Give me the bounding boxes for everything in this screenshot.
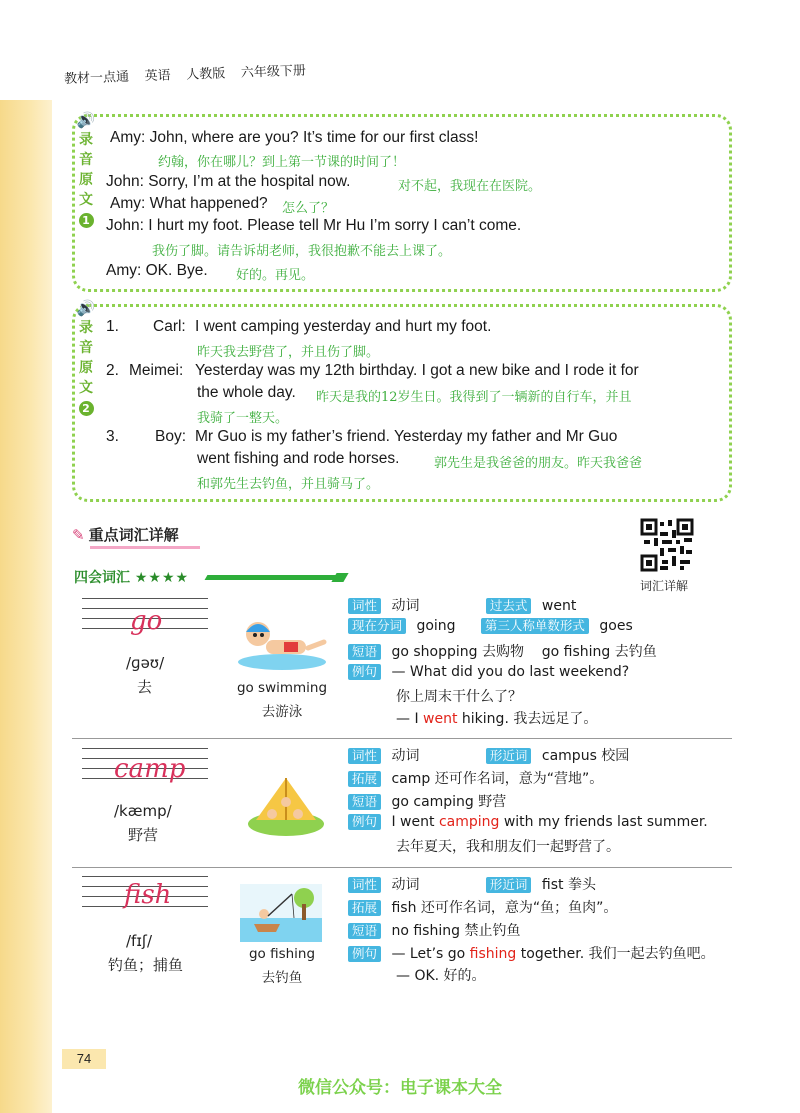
row-value: no fishing 禁止钓鱼 <box>391 923 521 939</box>
dialogue-translation: 怎么了？ <box>282 201 335 216</box>
section-underline <box>90 546 200 549</box>
highlighted-word: camping <box>438 814 500 830</box>
item-translation: 我骑了一整天。 <box>197 411 289 426</box>
row-value: 动词 <box>391 877 420 893</box>
vocab-row <box>348 595 576 615</box>
swimming-boy-illustration <box>236 612 328 672</box>
label-tag: 第三人称单数形式 <box>481 618 589 634</box>
page-number: 74 <box>62 1049 106 1069</box>
label-tag: 拓展 <box>348 900 381 916</box>
example-translation: 去年夏天，我和朋友们一起野营了。 <box>396 839 620 855</box>
label-tag: 现在分词 <box>348 618 406 634</box>
vocab-meaning: 野营 <box>128 826 159 844</box>
vocab-row <box>348 791 506 811</box>
dialogue-line: Amy: OK. Bye. <box>106 262 208 279</box>
row-value: camp 还可作名词，意为“营地”。 <box>391 771 604 787</box>
item-translation: 和郭先生去钓鱼，并且骑马了。 <box>197 477 380 492</box>
row-value: goes <box>599 618 633 634</box>
picture-caption-cn: 去游泳 <box>261 704 303 720</box>
running-head <box>64 59 318 87</box>
side-char: 音 <box>79 152 93 168</box>
example-text: together. 我们一起去钓鱼吧。 <box>516 946 715 962</box>
item-number: 1. <box>106 318 119 335</box>
side-char: 原 <box>79 360 93 376</box>
picture-caption-en: go swimming <box>236 680 328 696</box>
example-text: with my friends last summer. <box>499 814 708 830</box>
four-skill-heading <box>74 567 189 587</box>
side-char: 文 <box>79 380 93 396</box>
item-speaker: Meimei: <box>129 362 184 379</box>
vocab-word: camp <box>114 754 186 784</box>
row-value: went <box>541 598 577 614</box>
label-tag: 例句 <box>348 664 381 680</box>
vocab-row <box>348 641 657 661</box>
side-char: 录 <box>79 132 93 148</box>
label-tag: 短语 <box>348 794 381 810</box>
picture-caption-cn: 去钓鱼 <box>261 970 303 986</box>
vocab-row <box>348 618 633 634</box>
label-tag: 短语 <box>348 923 381 939</box>
example-text: hiking. 我去远足了。 <box>457 711 598 727</box>
label-tag: 例句 <box>348 946 381 962</box>
item-line: went fishing and rode horses. <box>197 450 400 467</box>
side-char: 录 <box>79 320 93 336</box>
item-number: 2. <box>106 362 119 379</box>
highlighted-word: fishing <box>469 946 517 962</box>
example-translation: 你上周末干什么了？ <box>396 689 522 705</box>
row-value: campus 校园 <box>541 748 630 764</box>
label-tag: 形近词 <box>486 748 532 764</box>
side-char: 音 <box>79 340 93 356</box>
dialogue-translation: 我伤了脚。请告诉胡老师，我很抱歉不能去上课了。 <box>152 244 452 259</box>
entry-separator <box>72 867 732 868</box>
item-line: Yesterday was my 12th birthday. I got a new bike and I rode it for <box>195 362 639 379</box>
label-tag: 例句 <box>348 814 381 830</box>
vocab-row <box>348 664 629 680</box>
vocab-row <box>348 814 708 830</box>
label-tag: 词性 <box>348 748 381 764</box>
label-tag: 形近词 <box>486 877 532 893</box>
vocab-phonetic: /fɪʃ/ <box>126 932 153 950</box>
transcript-2-tag <box>76 298 96 418</box>
row-value: fist 拳头 <box>541 877 596 893</box>
example-sentence <box>396 708 597 728</box>
camping-tent-illustration <box>246 768 326 838</box>
row-value: fish 还可作名词，意为“鱼；鱼肉”。 <box>391 900 618 916</box>
item-number: 3. <box>106 428 119 445</box>
label-tag: 拓展 <box>348 771 381 787</box>
vocab-row <box>348 745 629 765</box>
row-value: 动词 <box>391 748 420 764</box>
item-speaker: Boy: <box>155 428 187 445</box>
dialogue-line: John: Sorry, I’m at the hospital now. <box>106 173 351 190</box>
example-text: I went <box>391 814 439 830</box>
label-tag: 过去式 <box>486 598 532 614</box>
example-text: — Let’s go <box>391 946 470 962</box>
item-line: I went camping yesterday and hurt my foot. <box>195 318 492 335</box>
vocab-row <box>348 874 596 894</box>
vocab-row <box>348 920 520 940</box>
footer-watermark: 微信公众号：电子课本大全 <box>298 1078 502 1098</box>
section-title-text: 重点词汇详解 <box>88 526 179 544</box>
running-head-grade: 六年级下册 <box>240 62 307 80</box>
example-text: — I <box>396 711 424 727</box>
vocab-meaning: 钓鱼；捕鱼 <box>108 956 184 974</box>
item-line: Mr Guo is my father’s friend. Yesterday my father and Mr Guo <box>195 428 618 445</box>
vocab-phonetic: /ɡəʊ/ <box>126 654 165 672</box>
item-translation: 昨天是我的12岁生日。我得到了一辆新的自行车，并且 <box>316 390 632 405</box>
running-head-book: 教材一点通 <box>63 68 130 86</box>
highlighted-word: went <box>423 711 458 727</box>
dialogue-translation: 约翰，你在哪儿？到上第一节课的时间了！ <box>158 155 406 170</box>
vocab-row <box>348 768 603 788</box>
qr-label: 词汇详解 <box>640 579 689 593</box>
item-line: the whole day. <box>197 384 296 401</box>
item-translation: 郭先生是我爸爸的朋友。昨天我爸爸 <box>434 456 643 471</box>
heading-bar <box>205 575 340 580</box>
label-tag: 词性 <box>348 598 381 614</box>
label-tag: 词性 <box>348 877 381 893</box>
transcript-1-tag <box>76 110 96 230</box>
running-head-edition: 人教版 <box>185 65 226 82</box>
dialogue-translation: 对不起，我现在在医院。 <box>398 179 542 194</box>
item-translation: 昨天我去野营了，并且伤了脚。 <box>197 345 380 360</box>
transcript-number: 1 <box>79 213 94 228</box>
speaker-icon[interactable]: 🔊 <box>76 111 96 129</box>
fishing-illustration <box>240 884 322 942</box>
dialogue-translation: 好的。再见。 <box>236 268 315 283</box>
item-speaker: Carl: <box>153 318 186 335</box>
vocab-phonetic: /kæmp/ <box>114 802 172 820</box>
four-skill-title: 四会词汇 <box>74 570 130 586</box>
entry-separator <box>72 738 732 739</box>
row-value: going <box>416 618 456 634</box>
transcript-number: 2 <box>79 401 94 416</box>
row-value: 动词 <box>391 598 420 614</box>
speaker-icon[interactable]: 🔊 <box>76 299 96 317</box>
vocab-word: fish <box>124 880 172 910</box>
side-char: 文 <box>79 192 93 208</box>
vocab-word: go <box>130 606 163 636</box>
star-rating-icon: ★★★★ <box>134 570 190 586</box>
label-tag: 短语 <box>348 644 381 660</box>
side-char: 原 <box>79 172 93 188</box>
example-sentence: — What did you do last weekend? <box>391 664 630 680</box>
dialogue-line: Amy: John, where are you? It’s time for our first class! <box>110 129 479 146</box>
vocab-meaning: 去 <box>137 678 153 696</box>
dialogue-line: John: I hurt my foot. Please tell Mr Hu I’m sorry I can’t come. <box>106 217 522 234</box>
row-value: go shopping 去购物 go fishing 去钓鱼 <box>391 644 657 660</box>
row-value: go camping 野营 <box>391 794 507 810</box>
qr-code-icon[interactable] <box>640 518 694 572</box>
section-title <box>72 524 179 545</box>
vocab-row <box>348 897 617 917</box>
running-head-subject: 英语 <box>144 67 171 84</box>
vocab-row <box>348 943 715 963</box>
pencil-icon: ✎ <box>72 526 85 544</box>
page-edge-band <box>0 100 52 1113</box>
dialogue-line: Amy: What happened? <box>110 195 268 212</box>
picture-caption-en: go fishing <box>248 946 316 962</box>
example-translation: — OK. 好的。 <box>396 968 486 984</box>
